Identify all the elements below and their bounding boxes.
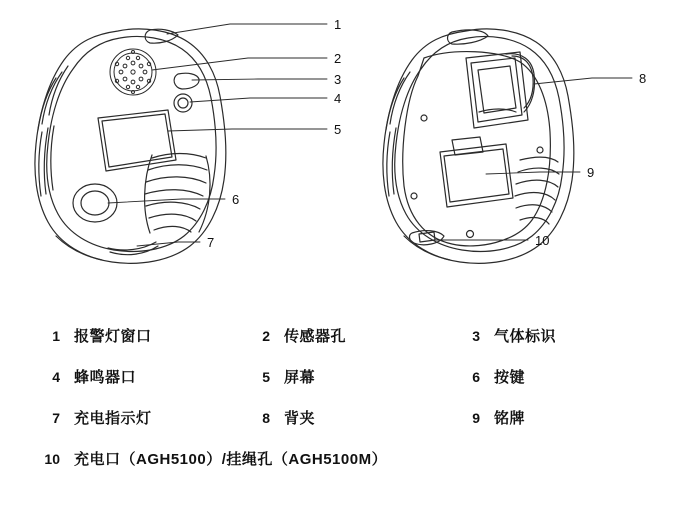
legend-item-2: [250, 325, 460, 346]
legend-number: 9: [472, 410, 480, 426]
callout-number-5: 5: [334, 122, 342, 137]
callout-number-6: 6: [232, 192, 240, 207]
legend-row: [40, 407, 645, 448]
callout-number-9: 9: [587, 165, 595, 180]
legend-number: 1: [52, 328, 60, 344]
legend-row: [40, 448, 645, 489]
callout-number-10: 10: [535, 233, 550, 248]
legend-item-3: [460, 325, 670, 346]
legend-label: 传感器孔: [284, 328, 347, 345]
legend-number: 2: [262, 328, 270, 344]
callout-number-2: 2: [334, 51, 342, 66]
legend-label: 蜂鸣器口: [74, 369, 137, 386]
legend-item-5: [250, 366, 460, 387]
legend-row: [40, 325, 645, 366]
back-device-illustration: [383, 29, 574, 263]
legend-number: 8: [262, 410, 270, 426]
legend-number: 7: [52, 410, 60, 426]
legend-number: 4: [52, 369, 60, 385]
legend-item-7: [40, 407, 250, 428]
legend-label: 屏幕: [284, 369, 316, 386]
legend-label: 报警灯窗口: [74, 328, 152, 345]
legend-label: 气体标识: [494, 328, 557, 345]
legend-item-8: [250, 407, 460, 428]
legend-number: 10: [44, 451, 60, 467]
legend-item-9: [460, 407, 670, 428]
legend-label: 充电指示灯: [74, 410, 152, 427]
callout-number-7: 7: [207, 235, 215, 250]
legend-item-4: [40, 366, 250, 387]
legend-label: 背夹: [284, 410, 316, 427]
callout-number-8: 8: [639, 71, 647, 86]
legend-label: 按键: [494, 369, 526, 386]
legend-item-10: [40, 448, 670, 469]
legend-item-6: [460, 366, 670, 387]
callout-number-4: 4: [334, 91, 342, 106]
legend: [0, 325, 685, 489]
legend-label: 铭牌: [494, 410, 526, 427]
callout-number-1: 1: [334, 17, 342, 32]
callout-number-3: 3: [334, 72, 342, 87]
legend-label: 充电口（AGH5100）/挂绳孔（AGH5100M）: [74, 451, 388, 468]
legend-row: [40, 366, 645, 407]
legend-number: 3: [472, 328, 480, 344]
legend-number: 6: [472, 369, 480, 385]
legend-number: 5: [262, 369, 270, 385]
legend-item-1: [40, 325, 250, 346]
